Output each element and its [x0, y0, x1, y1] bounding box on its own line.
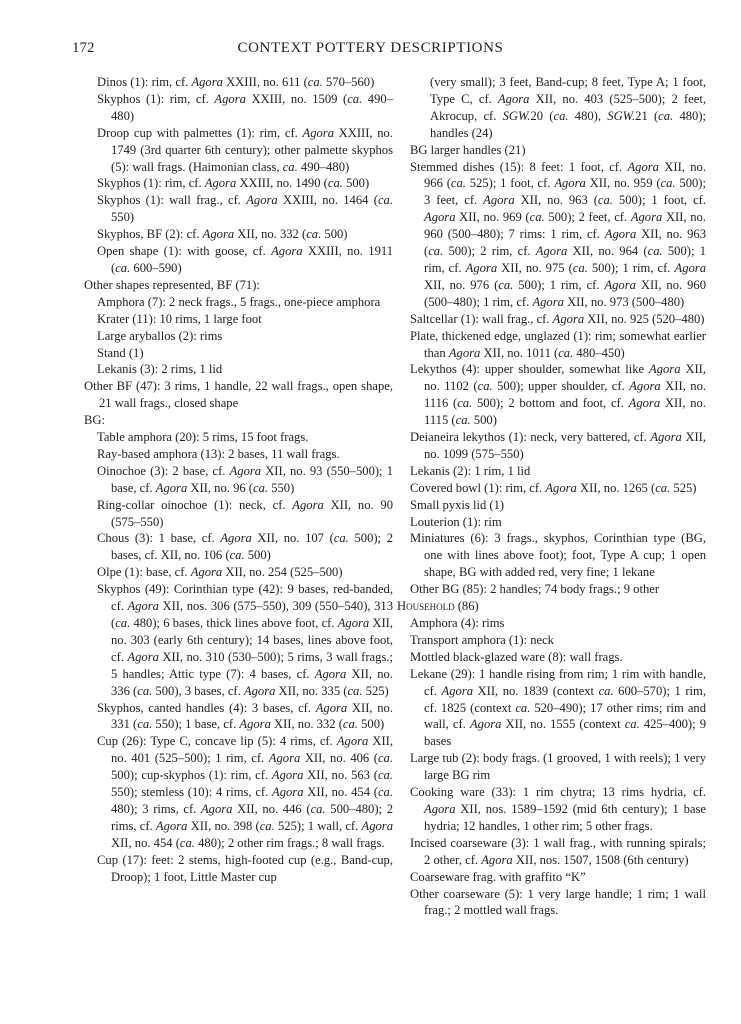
catalog-entry: Miniatures (6): 3 frags., skyphos, Corinthian type (BG, one with lines above foot); foot, Type A cup; 1 open shape, BG with added red, very fine; 1 lekane	[410, 531, 706, 580]
catalog-entry: Dinos (1): rim, cf. Agora XXIII, no. 611 (ca. 570–560)	[97, 75, 375, 89]
catalog-entry: Amphora (4): rims	[410, 616, 505, 630]
catalog-entry: Transport amphora (1): neck	[410, 632, 554, 647]
catalog-entry: Lekanis (3): 2 rims, 1 lid	[97, 362, 223, 377]
catalog-entry: BG larger handles (21)	[410, 142, 526, 157]
catalog-entry: Table amphora (20): 5 rims, 15 foot frags.	[97, 430, 309, 445]
catalog-entry: Covered bowl (1): rim, cf. Agora XII, no. 1265 (ca. 525)	[410, 480, 697, 495]
catalog-entry: Skyphos, canted handles (4): 3 bases, cf. Agora XII, no. 331 (ca. 550); 1 base, cf. Agora XII, no. 332 (ca. 500)	[97, 700, 394, 732]
catalog-entry: Amphora (7): 2 neck frags., 5 frags., one-piece amphora	[97, 294, 381, 309]
catalog-entry: Open shape (1): with goose, cf. Agora XXIII, no. 1911 (ca. 600–590)	[97, 244, 393, 275]
catalog-entry: Stand (1)	[97, 345, 144, 360]
catalog-entry: BG:	[84, 413, 105, 428]
catalog-entry: Olpe (1): base, cf. Agora XII, no. 254 (525–500)	[97, 565, 343, 580]
catalog-entry: Skyphos, BF (2): cf. Agora XII, no. 332 (ca. 500)	[97, 227, 348, 242]
catalog-entry: Cup (17): feet: 2 stems, high-footed cup (e.g., Band-cup, Droop); 1 foot, Little Master cup	[97, 852, 393, 884]
catalog-entry: Ray-based amphora (13): 2 bases, 11 wall frags.	[97, 446, 340, 461]
running-head: CONTEXT POTTERY DESCRIPTIONS	[237, 40, 504, 56]
catalog-entry: Chous (3): 1 base, cf. Agora XII, no. 107 (ca. 500); 2 bases, cf. XII, no. 106 (ca. 500)	[97, 531, 393, 563]
catalog-entry: Oinochoe (3): 2 base, cf. Agora XII, no. 93 (550–500); 1 base, cf. Agora XII, no. 96 (ca. 550)	[97, 463, 393, 495]
catalog-entry: Krater (11): 10 rims, 1 large foot	[97, 311, 262, 326]
catalog-entry: Cup (26): Type C, concave lip (5): 4 rims, cf. Agora XII, no. 401 (525–500); 1 rim, cf. Agora XII, no. 406 (ca. 500); cup-skyphos (1): rim, cf. Agora XII, no. 563 (ca. 550); stemless (10): 4 rims, cf. Agora XII, no. 454 (ca. 480); 3 rims, cf. Agora XII, no. 446 (ca. 500–480); 2 rims, cf. Agora XII, no. 398 (ca. 525); 1 wall, cf. Agora XII, no. 454 (ca. 480); 2 other rim frags.; 8 wall frags.	[97, 734, 393, 850]
catalog-entry: Coarseware frag. with graffito “K”	[410, 869, 586, 884]
catalog-entry: Lekanis (2): 1 rim, 1 lid	[410, 463, 531, 478]
catalog-entry: Skyphos (49): Corinthian type (42): 9 bases, red-banded, cf. Agora XII, nos. 306 (575–550), 309 (550–540), 313 (ca. 480); 6 bases, thick lines above foot, cf. Agora XII, no. 303 (early 6th century); 14 bases, lines above foot, cf. Agora XII, no. 310 (530–500); 5 rims, 3 wall frags.; 5 handles; Attic type (7): 4 bases, cf. Agora XII, no. 336 (ca. 500), 3 bases, cf. Agora XII, no. 335 (ca. 525)	[97, 582, 394, 698]
catalog-entry: Stemmed dishes (15): 8 feet: 1 foot, cf. Agora XII, no. 966 (ca. 525); 1 foot, cf. Agora XII, no. 959 (ca. 500); 3 feet, cf. Agora XII, no. 963 (ca. 500); 1 foot, cf. Agora XII, no. 969 (ca. 500); 2 feet, cf. Agora XII, no. 960 (500–480); 7 rims: 1 rim, cf. Agora XII, no. 963 (ca. 500); 2 rim, cf. Agora XII, no. 964 (ca. 500); 1 rim, cf. Agora XII, no. 975 (ca. 500); 1 rim, cf. Agora XII, no. 976 (ca. 500); 1 rim, cf. Agora XII, no. 960 (500–480); 1 rim, cf. Agora XII, no. 973 (500–480)	[410, 159, 707, 309]
catalog-entry: Large aryballos (2): rims	[97, 328, 223, 343]
catalog-entry: Skyphos (1): rim, cf. Agora XXIII, no. 1490 (ca. 500)	[97, 176, 370, 191]
catalog-entry: Other BF (47): 3 rims, 1 handle, 22 wall frags., open shape, 21 wall frags., closed shape	[84, 379, 393, 411]
catalog-entry: Other shapes represented, BF (71):	[84, 277, 260, 292]
catalog-entry: Other BG (85): 2 handles; 74 body frags.; 9 other	[410, 582, 660, 597]
catalog-entry: Lekythos (4): upper shoulder, somewhat like Agora XII, no. 1102 (ca. 500); upper shoulder, cf. Agora XII, no. 1116 (ca. 500); 2 bottom and foot, cf. Agora XII, no. 1115 (ca. 500)	[410, 362, 707, 428]
catalog-entry: Ring-collar oinochoe (1): neck, cf. Agora XII, no. 90 (575–550)	[97, 497, 393, 529]
catalog-entry: Small pyxis lid (1)	[410, 497, 505, 512]
page-number: 172	[72, 40, 95, 56]
catalog-entry: Other coarseware (5): 1 very large handle; 1 rim; 1 wall frag.; 2 mottled wall frags.	[410, 886, 706, 918]
catalog-entry: Saltcellar (1): wall frag., cf. Agora XII, no. 925 (520–480)	[410, 311, 705, 326]
left-column	[81, 74, 393, 886]
catalog-entry: Mottled black-glazed ware (8): wall frags.	[410, 649, 623, 664]
catalog-entry: Plate, thickened edge, unglazed (1): rim; somewhat earlier than Agora XII, no. 1011 (ca. 480–450)	[410, 328, 706, 360]
catalog-entry: Skyphos (1): wall frag., cf. Agora XXIII, no. 1464 (ca. 550)	[97, 193, 393, 225]
catalog-entry: Cooking ware (33): 1 rim chytra; 13 rims hydria, cf. Agora XII, nos. 1589–1592 (mid 6th century); 1 base hydria; 12 handles, 1 other rim; 5 other frags.	[410, 785, 706, 833]
catalog-entry: Deianeira lekythos (1): neck, very battered, cf. Agora XII, no. 1099 (575–550)	[410, 430, 706, 461]
catalog-entry: Lekane (29): 1 handle rising from rim; 1 rim with handle, cf. Agora XII, no. 1839 (context ca. 600–570); 1 rim, cf. 1825 (context ca. 520–490); 17 other rims; rim and wall, cf. Agora XII, no. 1555 (context ca. 425–400); 9 bases	[410, 666, 706, 749]
catalog-entry: Large tub (2): body frags. (1 grooved, 1 with reels); 1 very large BG rim	[410, 751, 706, 783]
right-column	[394, 74, 706, 919]
catalog-entry: Droop cup with palmettes (1): rim, cf. Agora XXIII, no. 1749 (3rd quarter 6th century); other palmette skyphos (5): wall frags. (Haimonian class, ca. 490–480)	[97, 125, 393, 174]
catalog-entry: Louterion (1): rim	[410, 514, 502, 529]
catalog-entry: Skyphos (1): rim, cf. Agora XXIII, no. 1509 (ca. 490–480)	[97, 91, 393, 123]
catalog-entry: (very small); 3 feet, Band-cup; 8 feet, Type A; 1 foot, Type C, cf. Agora XII, no. 403 (525–500); 2 feet, Akrocup, cf. SGW.20 (ca. 480), SGW.21 (ca. 480); handles (24)	[430, 75, 707, 140]
catalog-entry: Incised coarseware (3): 1 wall frag., with running spirals; 2 other, cf. Agora XII, nos. 1507, 1508 (6th century)	[410, 835, 706, 867]
section-heading: Household (86)	[397, 599, 479, 614]
